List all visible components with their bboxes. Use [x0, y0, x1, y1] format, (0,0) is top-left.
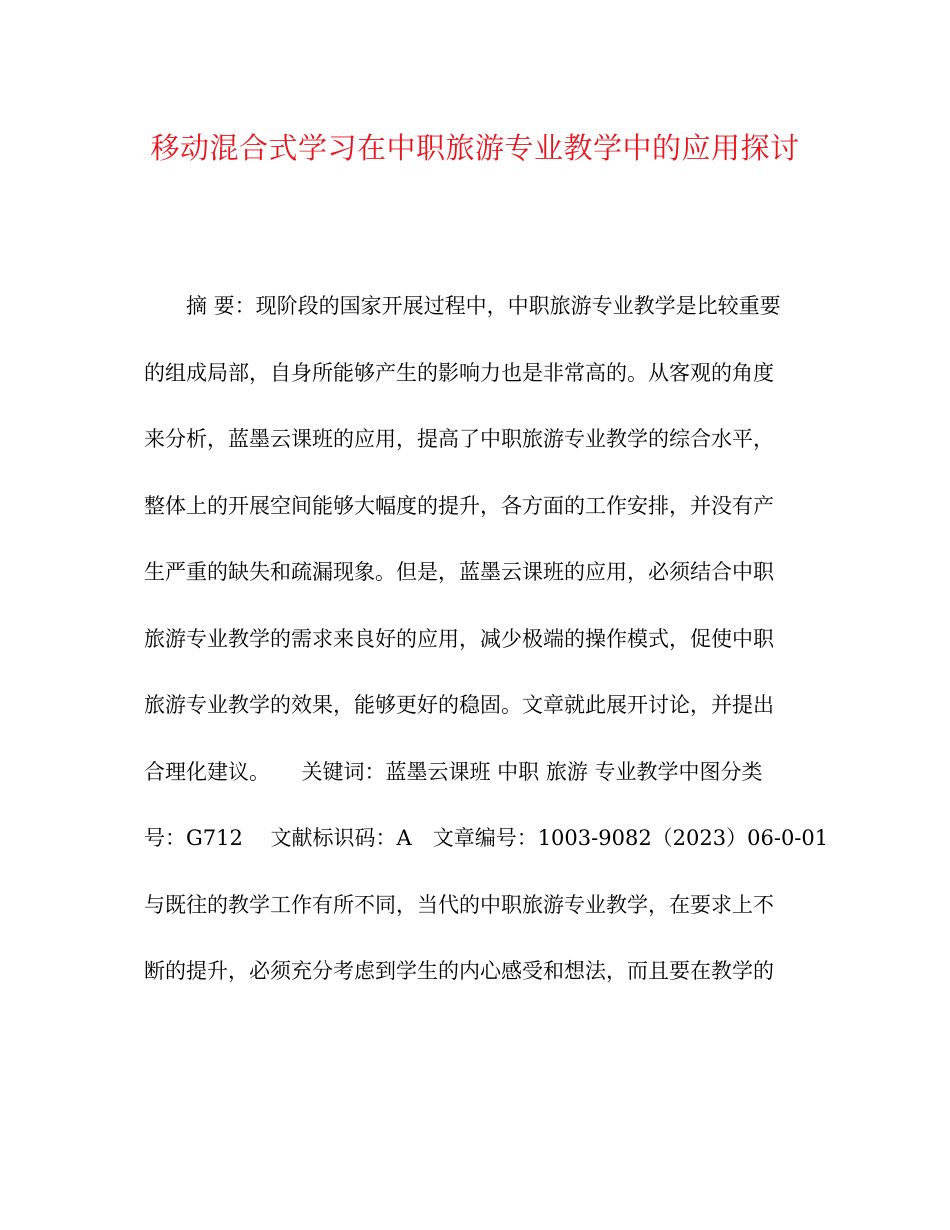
abstract-line: 的组成局部，自身所能够产生的影响力也是非常高的。从客观的角度	[144, 360, 774, 385]
body-line: 断的提升，必须充分考虑到学生的内心感受和想法，而且要在教学的	[144, 959, 774, 983]
abstract-line: 摘 要：现阶段的国家开展过程中，中职旅游专业教学是比较重要	[186, 294, 781, 318]
keywords-line: 合理化建议。 关键词：蓝墨云课班 中职 旅游 专业教学中图分类	[144, 759, 763, 784]
abstract-line: 旅游专业教学的效果，能够更好的稳固。文章就此展开讨论，并提出	[144, 693, 774, 717]
abstract-line: 整体上的开展空间能够大幅度的提升，各方面的工作安排，并没有产	[144, 493, 774, 518]
classification-line: 号：G712 文献标识码：A 文章编号：1003-9082（2023）06-0-01	[144, 826, 829, 850]
document-body	[144, 288, 829, 1020]
abstract-line: 来分析，蓝墨云课班的应用，提高了中职旅游专业教学的综合水平，	[144, 427, 774, 451]
abstract-line: 生严重的缺失和疏漏现象。但是，蓝墨云课班的应用，必须结合中职	[144, 560, 774, 584]
body-line: 与既往的教学工作有所不同，当代的中职旅游专业教学，在要求上不	[144, 892, 774, 917]
abstract-line: 旅游专业教学的需求来良好的应用，减少极端的操作模式，促使中职	[144, 626, 774, 651]
document-title: 移动混合式学习在中职旅游专业教学中的应用探讨	[150, 131, 800, 165]
